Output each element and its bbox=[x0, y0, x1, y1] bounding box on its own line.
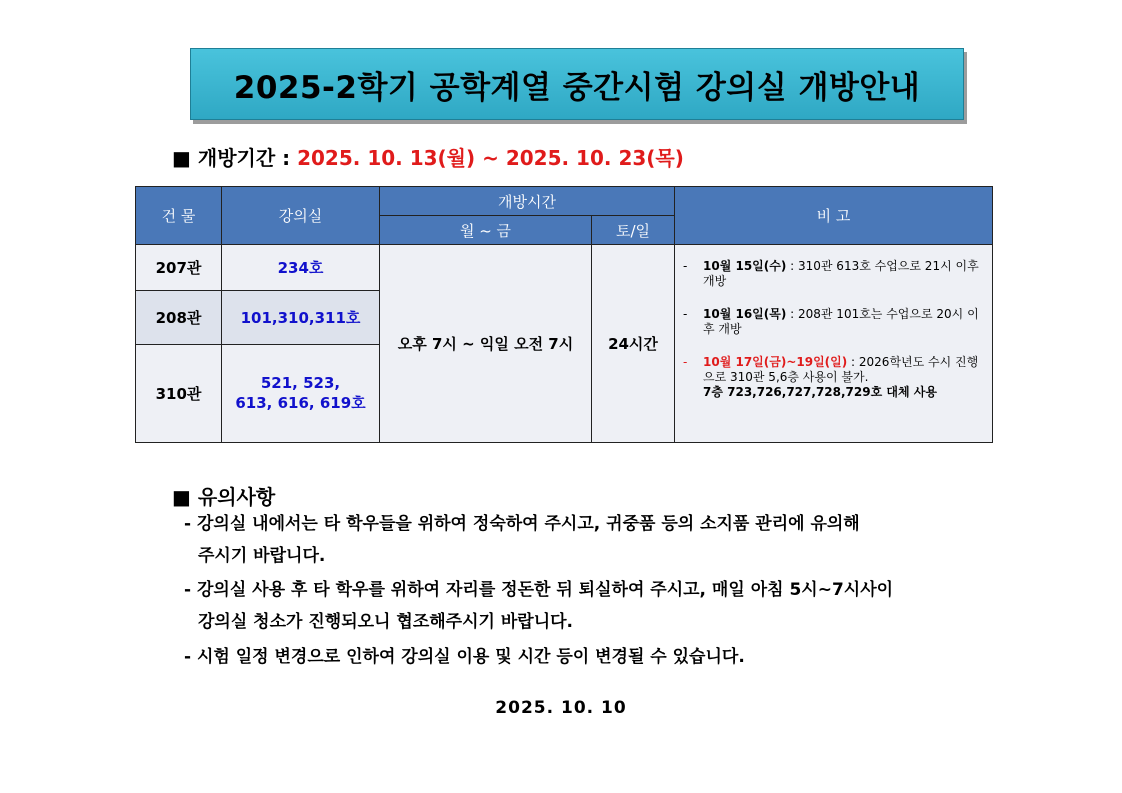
note-text: : 208관 101호는 수업으로 20시 이후 개방 bbox=[703, 307, 979, 336]
caution-item bbox=[184, 574, 893, 638]
notice-date: 2025. 10. 10 bbox=[495, 698, 627, 718]
cautions-heading bbox=[172, 481, 275, 510]
header-weekday: 월 ~ 금 bbox=[380, 216, 592, 245]
caution-line: - 강의실 내에서는 타 학우들을 위하여 정숙하여 주시고, 귀중품 등의 소지품 관리에 유의해 bbox=[184, 514, 860, 534]
building-cell: 310관 bbox=[136, 345, 222, 443]
room-line: 613, 616, 619호 bbox=[235, 394, 366, 412]
note-dash: - bbox=[683, 307, 688, 321]
remarks-cell bbox=[675, 245, 993, 443]
cautions-title: 유의사항 bbox=[197, 485, 276, 509]
cautions-marker: ■ bbox=[172, 485, 191, 509]
note-text: : 310관 613호 수업으로 21시 이후 개방 bbox=[703, 259, 979, 288]
period-marker: ■ bbox=[172, 146, 191, 170]
open-period bbox=[172, 142, 684, 171]
room-line: 521, 523, bbox=[260, 374, 341, 392]
room-cell: 101,310,311호 bbox=[222, 291, 380, 345]
header-building: 건 물 bbox=[136, 187, 222, 245]
schedule-table bbox=[135, 186, 993, 443]
caution-line: - 강의실 사용 후 타 학우를 위하여 자리를 정돈한 뒤 퇴실하여 주시고, 매일 아침 5시~7시사이 bbox=[184, 580, 894, 600]
note-item bbox=[683, 307, 986, 337]
caution-item bbox=[184, 508, 860, 572]
note-date: 10월 16일(목) bbox=[703, 307, 787, 321]
header-room: 강의실 bbox=[222, 187, 380, 245]
room-cell bbox=[222, 345, 380, 443]
room-cell: 234호 bbox=[222, 245, 380, 291]
period-label: 개방기간 : bbox=[197, 146, 291, 170]
note-dash: - bbox=[683, 355, 688, 369]
building-cell: 207관 bbox=[136, 245, 222, 291]
note-bold-line: 7층 723,726,727,728,729호 대체 사용 bbox=[703, 385, 937, 399]
page-title: 2025-2학기 공학계열 중간시험 강의실 개방안내 bbox=[233, 69, 921, 106]
weekday-hours-cell: 오후 7시 ~ 익일 오전 7시 bbox=[380, 245, 592, 443]
caution-line: - 시험 일정 변경으로 인하여 강의실 이용 및 시간 등이 변경될 수 있습니다. bbox=[184, 647, 745, 667]
note-date: 10월 15일(수) bbox=[703, 259, 787, 273]
caution-line: 주시기 바랍니다. bbox=[198, 546, 326, 566]
table-row bbox=[136, 245, 993, 291]
note-text: : 2026학년도 수시 진행으로 310관 5,6층 사용이 불가. bbox=[703, 355, 979, 384]
building-cell: 208관 bbox=[136, 291, 222, 345]
period-value: 2025. 10. 13(월) ~ 2025. 10. 23(목) bbox=[297, 146, 684, 170]
caution-line: 강의실 청소가 진행되오니 협조해주시기 바랍니다. bbox=[198, 612, 573, 632]
caution-item bbox=[184, 641, 745, 673]
header-weekend: 토/일 bbox=[592, 216, 675, 245]
header-remarks: 비 고 bbox=[675, 187, 993, 245]
header-hours: 개방시간 bbox=[380, 187, 675, 216]
note-date: 10월 17일(금)~19일(일) bbox=[703, 355, 848, 369]
title-banner bbox=[190, 48, 964, 120]
note-item bbox=[683, 259, 986, 289]
weekend-hours-cell: 24시간 bbox=[592, 245, 675, 443]
note-dash: - bbox=[683, 259, 688, 273]
note-item bbox=[683, 355, 986, 400]
